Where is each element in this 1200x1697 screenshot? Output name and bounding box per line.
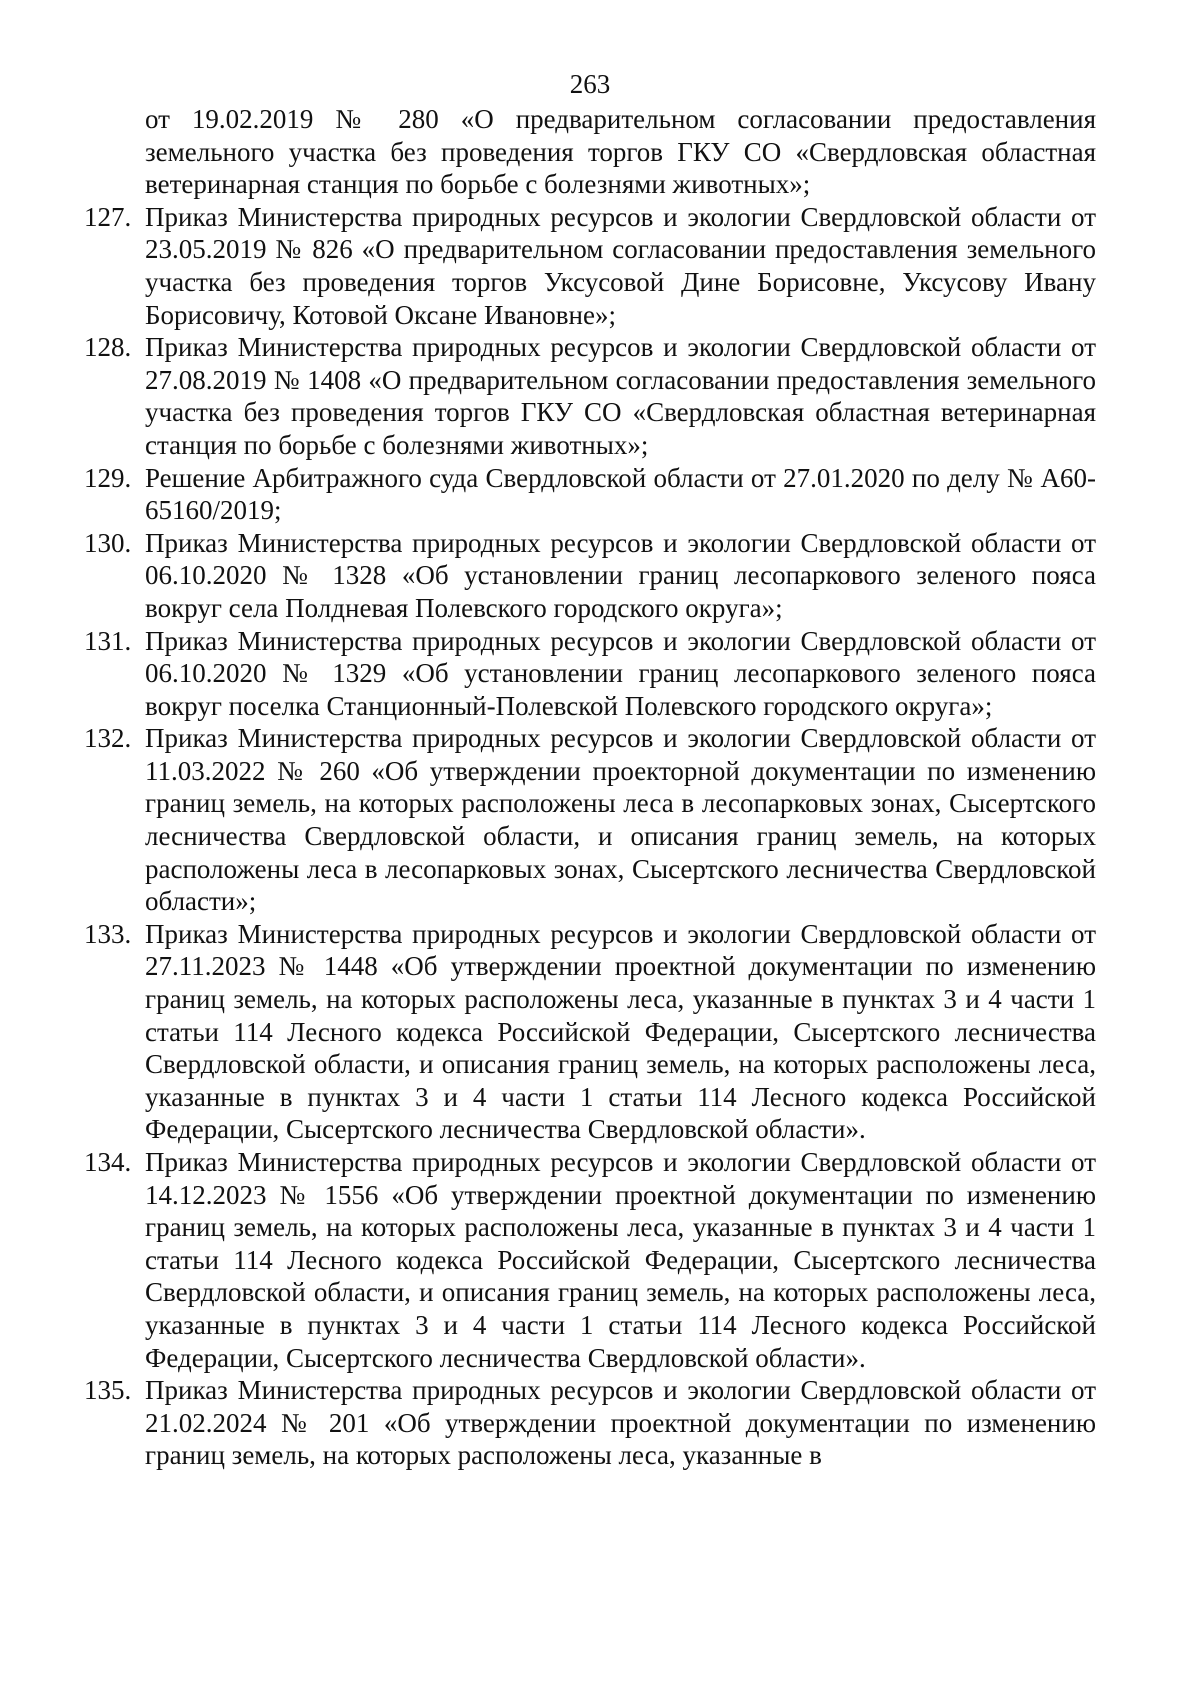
list-item-text: Приказ Министерства природных ресурсов и экологии Свердловской области от 14.12.2023 № 1556 «Об утверждении проектной документации по изменению границ земель, на которых расположены леса, указанные в пунктах 3 и 4 части 1 статьи 114 Лесного кодекса Российской Федерации, Сысертского лесничества Свердловской области, и описания границ земель, на которых расположены леса, указанные в пунктах 3 и 4 части 1 статьи 114 Лесного кодекса Российской Федерации, Сысертского лесничества Свердловской области». (145, 1147, 1096, 1373)
list-item-132 (84, 722, 1096, 918)
list-item-131 (84, 625, 1096, 723)
list-item-130 (84, 527, 1096, 625)
list-item-text: Приказ Министерства природных ресурсов и экологии Свердловской области от 11.03.2022 № 260 «Об утверждении проекторной документации по изменению границ земель, на которых расположены леса в лесопарковых зонах, Сысертского лесничества Свердловской области, и описания границ земель, на которых расположены леса в лесопарковых зонах, Сысертского лесничества Свердловской области»; (145, 723, 1096, 917)
list-item-number: 134. (84, 1147, 132, 1177)
list-item-134 (84, 1146, 1096, 1374)
list-item-number: 129. (84, 462, 132, 493)
list-item-text: Приказ Министерства природных ресурсов и экологии Свердловской области от 06.10.2020 № 1329 «Об установлении границ лесопаркового зеленого пояса вокруг поселка Станционный-Полевской Полевского городского округа»; (145, 625, 1096, 721)
list-item-number: 132. (84, 723, 132, 754)
list-item-135 (84, 1374, 1096, 1472)
list-item-text: Приказ Министерства природных ресурсов и экологии Свердловской области от 27.11.2023 № 1448 «Об утверждении проектной документации по изменению границ земель, на которых расположены леса, указанные в пунктах 3 и 4 части 1 статьи 114 Лесного кодекса Российской Федерации, Сысертского лесничества Свердловской области, и описания границ земель, на которых расположены леса, указанные в пунктах 3 и 4 части 1 статьи 114 Лесного кодекса Российской Федерации, Сысертского лесничества Свердловской области». (145, 918, 1096, 1145)
list-item-number: 133. (84, 918, 132, 949)
page-number: 263 (569, 69, 611, 99)
list-item-number: 127. (84, 201, 132, 232)
list-item-text: Приказ Министерства природных ресурсов и экологии Свердловской области от 23.05.2019 № 826 «О предварительном согласовании предоставления земельного участка без проведения торгов Уксусовой Дине Борисовне, Уксусову Ивану Борисовичу, Котовой Оксане Ивановне»; (145, 201, 1096, 330)
list-item-128 (84, 331, 1096, 461)
list-item-number: 131. (84, 625, 132, 656)
list-item-text: от 19.02.2019 № 280 «О предварительном согласовании предоставления земельного участка без проведения торгов ГКУ СО «Свердловская областная ветеринарная станция по борьбе с болезнями животных»; (145, 104, 1096, 200)
list-item-129 (84, 462, 1096, 527)
list-item-number: 130. (84, 527, 132, 558)
list-item-text: Приказ Министерства природных ресурсов и экологии Свердловской области от 27.08.2019 № 1408 «О предварительном согласовании предоставления земельного участка без проведения торгов ГКУ СО «Свердловская областная ветеринарная станция по борьбе с болезнями животных»; (145, 332, 1096, 460)
list-item-text: Решение Арбитражного суда Свердловской области от 27.01.2020 по делу № А60-65160/2019; (145, 462, 1096, 526)
list-item-text: Приказ Министерства природных ресурсов и экологии Свердловской области от 21.02.2024 № 201 «Об утверждении проектной документации по изменению границ земель, на которых расположены леса, указанные в (145, 1375, 1096, 1471)
list-item-number: 128. (84, 332, 132, 363)
list-item-127 (84, 201, 1096, 331)
document-body (84, 103, 1096, 1472)
list-item-continuation (84, 103, 1096, 201)
list-item-133 (84, 918, 1096, 1146)
list-item-text: Приказ Министерства природных ресурсов и экологии Свердловской области от 06.10.2020 № 1328 «Об установлении границ лесопаркового зеленого пояса вокруг села Полдневая Полевского городского округа»; (145, 527, 1096, 623)
list-item-number: 135. (84, 1375, 132, 1406)
